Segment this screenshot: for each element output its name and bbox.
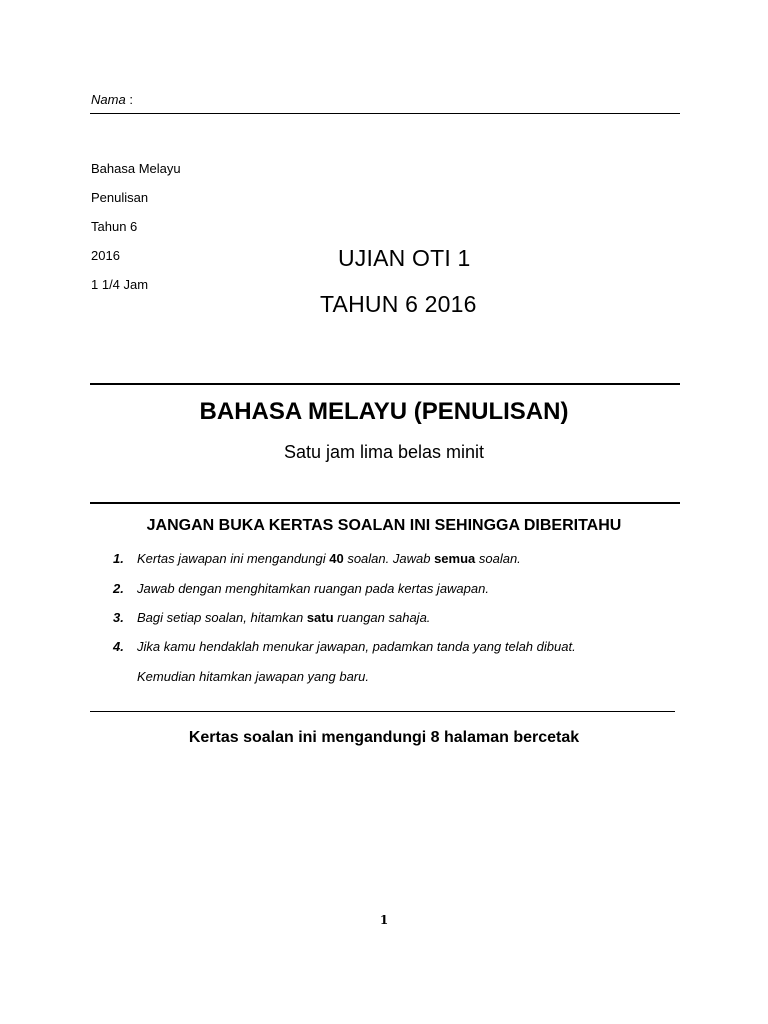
instruction-text: Kertas jawapan ini mengandungi bbox=[137, 551, 330, 566]
instruction-continuation: Kemudian hitamkan jawapan yang baru. bbox=[137, 669, 369, 684]
instruction-emphasis: satu bbox=[306, 610, 334, 625]
subject-title: BAHASA MELAYU (PENULISAN) bbox=[199, 398, 569, 425]
instruction-text: soalan. Jawab bbox=[343, 551, 435, 566]
name-underline bbox=[90, 113, 680, 114]
meta-year: 2016 bbox=[91, 248, 120, 263]
instructions-heading: JANGAN BUKA KERTAS SOALAN INI SEHINGGA DIBERITAHU bbox=[146, 517, 622, 534]
instruction-item bbox=[113, 639, 576, 654]
instruction-number: 1. bbox=[113, 551, 124, 566]
top-divider bbox=[90, 383, 680, 385]
instruction-text: Jika kamu hendaklah menukar jawapan, padamkan tanda yang telah dibuat. bbox=[137, 639, 576, 654]
instruction-text: soalan. bbox=[475, 551, 521, 566]
name-field bbox=[91, 92, 133, 107]
instruction-item bbox=[113, 610, 430, 625]
meta-year-level: Tahun 6 bbox=[91, 219, 138, 234]
page-count-note: Kertas soalan ini mengandungi 8 halaman bercetak bbox=[188, 729, 580, 746]
instruction-number: 3. bbox=[113, 610, 124, 625]
bottom-divider bbox=[90, 711, 675, 712]
name-label: Nama bbox=[91, 92, 126, 107]
name-colon: : bbox=[129, 92, 133, 107]
exam-title: UJIAN OTI 1 bbox=[338, 245, 471, 271]
middle-divider bbox=[90, 502, 680, 504]
instruction-number: 2. bbox=[113, 581, 124, 596]
meta-subject: Bahasa Melayu bbox=[91, 161, 181, 176]
meta-paper: Penulisan bbox=[91, 190, 149, 205]
instruction-text: Bagi setiap soalan, hitamkan bbox=[137, 610, 307, 625]
instruction-emphasis: 40 bbox=[329, 551, 344, 566]
instruction-number: 4. bbox=[113, 639, 124, 654]
instruction-emphasis: semua bbox=[434, 551, 476, 566]
meta-time: 1 1/4 Jam bbox=[91, 277, 149, 292]
page-number: 1 bbox=[379, 913, 389, 927]
instruction-item bbox=[113, 581, 489, 596]
exam-year-title: TAHUN 6 2016 bbox=[320, 291, 477, 317]
instruction-item bbox=[113, 551, 521, 566]
instruction-text: Jawab dengan menghitamkan ruangan pada kertas jawapan. bbox=[137, 581, 489, 596]
duration-text: Satu jam lima belas minit bbox=[283, 442, 485, 462]
instruction-text: ruangan sahaja. bbox=[333, 610, 431, 625]
